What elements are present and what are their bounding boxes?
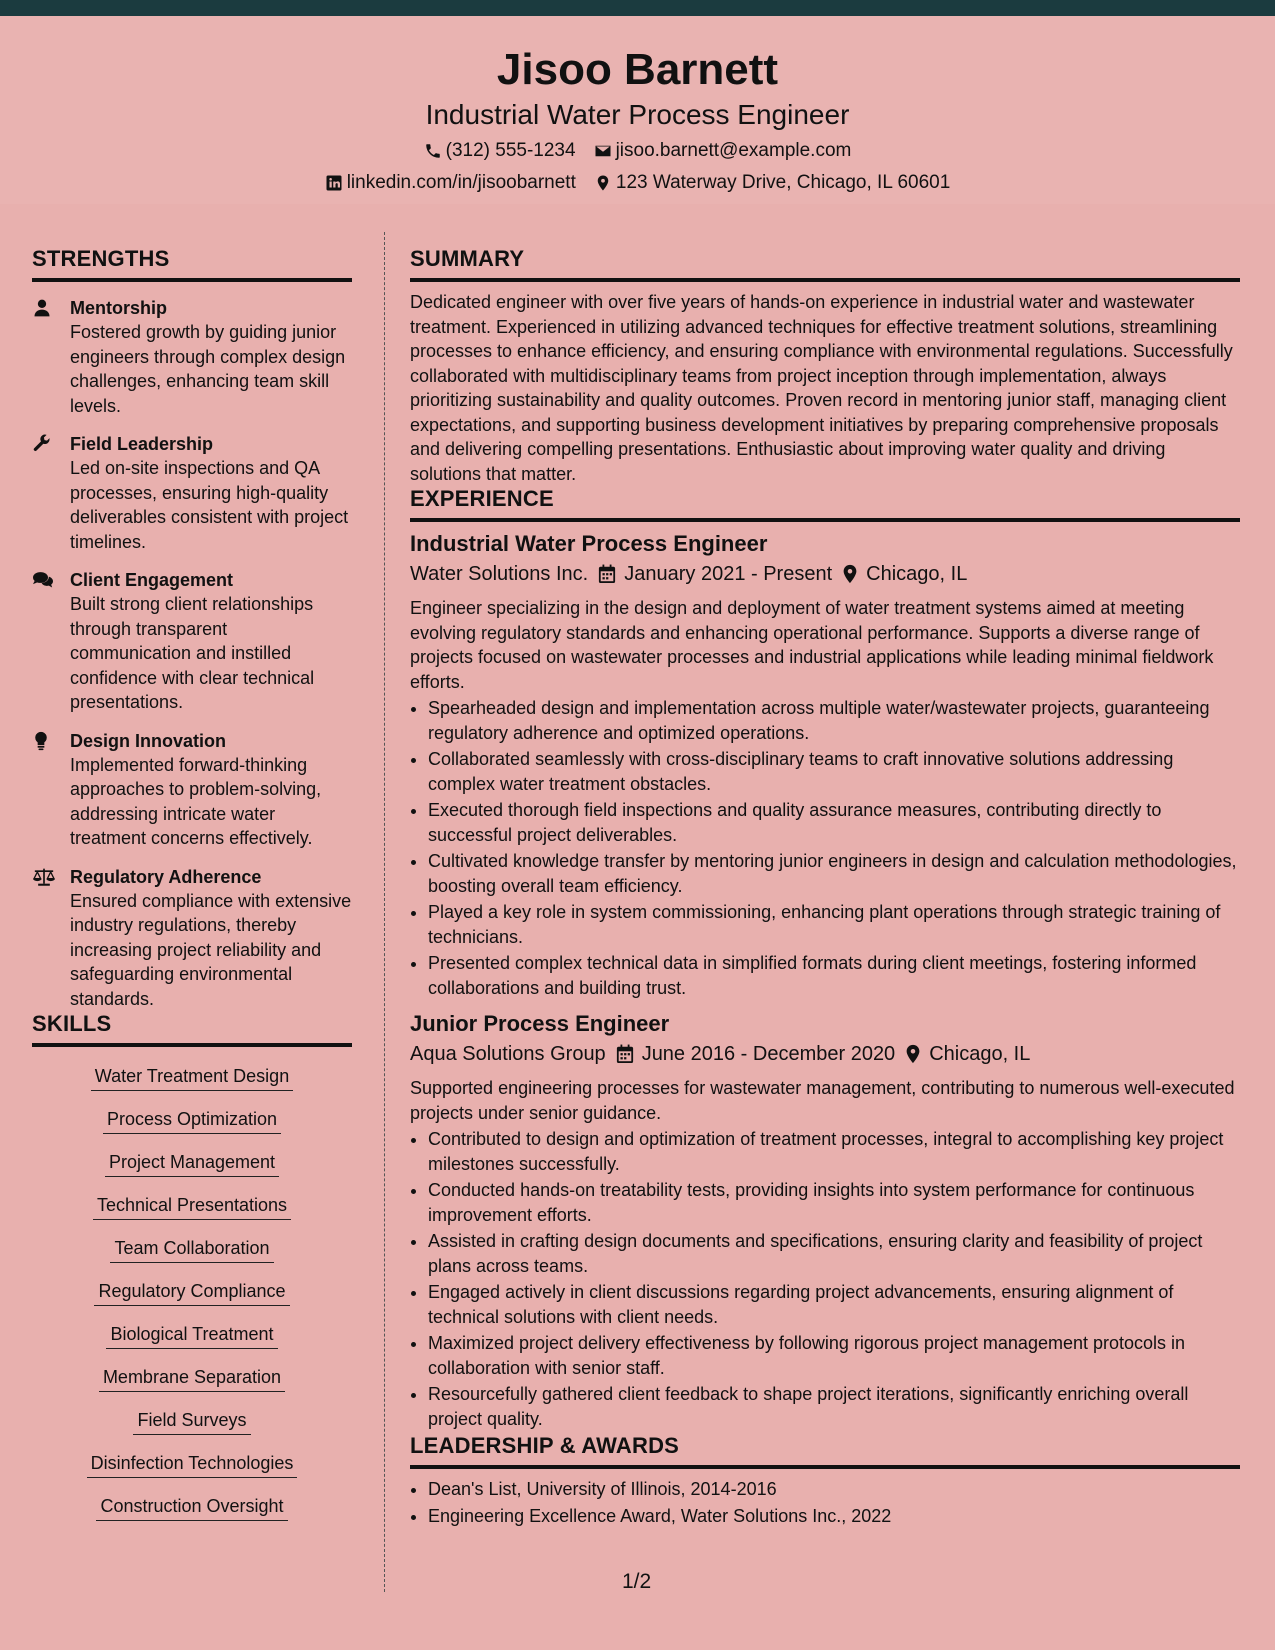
job-bullet: • Spearheaded design and implementation across multiple water/wastewater projects, guaranteeing regulatory adherence and optimized operations. [428,696,1240,745]
contact-line-2 [0,170,1275,196]
strength-item [32,432,352,554]
top-bar [0,0,1275,16]
job-bullet: • Played a key role in system commissioning, enhancing plant operations through strategic training of technicians. [428,900,1240,949]
map-marker-icon [842,564,858,584]
skill-item: Regulatory Compliance [94,1279,289,1306]
skill-item: Process Optimization [103,1107,281,1134]
skill-item: Membrane Separation [99,1365,285,1392]
skill-item: Construction Oversight [96,1494,287,1521]
strengths-heading: STRENGTHS [32,246,352,282]
linkedin-icon [325,174,343,192]
strength-item [32,729,352,851]
experience-heading: EXPERIENCE [410,486,1240,522]
user-icon [32,298,52,318]
job-bullet: • Cultivated knowledge transfer by mentoring junior engineers in design and calculation methodologies, boosting overall team efficiency. [428,849,1240,898]
balance-scale-icon [32,867,56,887]
address-text: 123 Waterway Drive, Chicago, IL 60601 [615,172,951,193]
page-number: 1/2 [622,1570,652,1593]
lightbulb-icon [32,731,50,751]
calendar-icon [598,564,616,584]
strength-title: Field Leadership [70,434,214,454]
skill-item: Team Collaboration [110,1236,273,1263]
candidate-title: Industrial Water Process Engineer [425,99,850,130]
resume-header [0,16,1275,204]
strength-desc: Fostered growth by guiding junior engineers through complex design challenges, enhancing team skill levels. [70,322,346,416]
skill-item: Disinfection Technologies [87,1451,298,1478]
linkedin-text[interactable]: linkedin.com/in/jisoobarnett [346,172,576,193]
award-item: • Dean's List, University of Illinois, 2014-2016 [428,1477,1240,1502]
strength-title: Regulatory Adherence [70,866,262,887]
job-bullets [410,696,1240,1000]
job-bullet: • Executed thorough field inspections and quality assurance measures, contributing directly to successful project deliverables. [428,798,1240,847]
strength-item [32,865,352,1012]
skill-item: Technical Presentations [93,1193,291,1220]
job-meta [410,1040,1240,1068]
job-bullet: • Presented complex technical data in simplified formats during client meetings, fostering informed collaborations and building trust. [428,951,1240,1000]
skill-list [32,1055,352,1528]
award-item: • Engineering Excellence Award, Water Solutions Inc., 2022 [428,1504,1240,1529]
strength-item [32,296,352,418]
contact-line-1 [0,138,1275,164]
job-entry [410,530,1240,1000]
job-description: Supported engineering processes for wastewater management, contributing to numerous well-executed projects under senior guidance. [410,1078,1235,1123]
strength-desc: Led on-site inspections and QA processes, ensuring high-quality deliverables consistent with project timelines. [70,458,349,552]
job-entry [410,1010,1240,1431]
strength-desc: Ensured compliance with extensive industry regulations, thereby increasing project reliability and safeguarding environmental standards. [70,890,352,1009]
job-bullet: • Resourcefully gathered client feedback to shape project iterations, significantly enriching overall project quality. [428,1382,1240,1431]
skills-heading: SKILLS [32,1011,352,1047]
strength-title: Design Innovation [70,730,227,751]
job-location: Chicago, IL [866,563,968,585]
candidate-name: Jisoo Barnett [496,45,779,94]
awards-list [410,1477,1240,1528]
strength-title: Client Engagement [70,570,234,590]
comments-icon [32,570,54,590]
job-company: Water Solutions Inc. [410,563,589,585]
skill-item: Project Management [105,1150,279,1177]
left-column [32,246,352,1528]
job-location: Chicago, IL [929,1043,1031,1065]
job-description: Engineer specializing in the design and deployment of water treatment systems aimed at meeting evolving regulatory standards and enhancing operational performance. Supports a diverse range of projects focused on wastewater processes and industrial applications while leading minimal fieldwork efforts. [410,598,1214,692]
map-marker-icon [905,1044,921,1064]
job-bullet: • Conducted hands-on treatability tests, providing insights into system performance for continuous improvement efforts. [428,1178,1240,1227]
job-dates: June 2016 - December 2020 [641,1043,896,1065]
strength-title: Mentorship [70,298,167,318]
phone-item [424,138,576,164]
linkedin-item[interactable] [325,170,576,196]
summary-heading: SUMMARY [410,246,1240,282]
address-item [594,170,950,196]
skill-item: Field Surveys [133,1408,250,1435]
job-bullet: • Contributed to design and optimization of treatment processes, integral to accomplishing key project milestones successfully. [428,1127,1240,1176]
job-meta [410,560,1240,588]
summary-text: Dedicated engineer with over five years of hands-on experience in industrial water and wastewater treatment. Experienced in utilizing advanced techniques for effective treatment solutions, streamlining processes to enhance efficiency, and ensuring compliance with environmental regulations. Successfully collaborated with multidisciplinary teams from project inception through implementation, always prioritizing sustainability and quality outcomes. Proven record in mentoring junior staff, managing client expectations, and supporting business development initiatives by preparing comprehensive proposals and delivering compelling presentations. Enthusiastic about improving water quality and driving solutions that matter. [410,292,1233,484]
job-bullet: • Collaborated seamlessly with cross-disciplinary teams to craft innovative solutions addressing complex water treatment obstacles. [428,747,1240,796]
job-bullet: • Maximized project delivery effectiveness by following rigorous project management protocols in collaboration with senior staff. [428,1331,1240,1380]
email-item[interactable] [594,138,852,164]
column-divider [384,232,385,1592]
strength-desc: Built strong client relationships through transparent communication and instilled confidence with clear technical presentations. [70,594,315,712]
job-title: Junior Process Engineer [410,1011,670,1036]
job-bullet: • Engaged actively in client discussions regarding project advancements, ensuring alignment of technical solutions with client needs. [428,1280,1240,1329]
envelope-icon [594,142,612,160]
right-column [410,246,1240,1530]
job-title: Industrial Water Process Engineer [410,531,768,556]
job-bullet: • Assisted in crafting design documents and specifications, ensuring clarity and feasibility of project plans across teams. [428,1229,1240,1278]
wrench-icon [32,434,52,454]
job-bullets [410,1127,1240,1431]
strength-desc: Implemented forward-thinking approaches to problem-solving, addressing intricate water treatment concerns effectively. [70,754,322,848]
skill-item: Biological Treatment [106,1322,277,1349]
phone-icon [424,142,442,160]
calendar-icon [616,1044,634,1064]
skill-item: Water Treatment Design [91,1064,293,1091]
map-marker-icon [594,174,612,192]
phone-text: (312) 555-1234 [445,140,576,161]
awards-heading: LEADERSHIP & AWARDS [410,1433,1240,1469]
job-dates: January 2021 - Present [624,563,833,585]
job-company: Aqua Solutions Group [410,1043,606,1065]
strength-item [32,568,352,715]
email-text[interactable]: jisoo.barnett@example.com [615,140,852,161]
